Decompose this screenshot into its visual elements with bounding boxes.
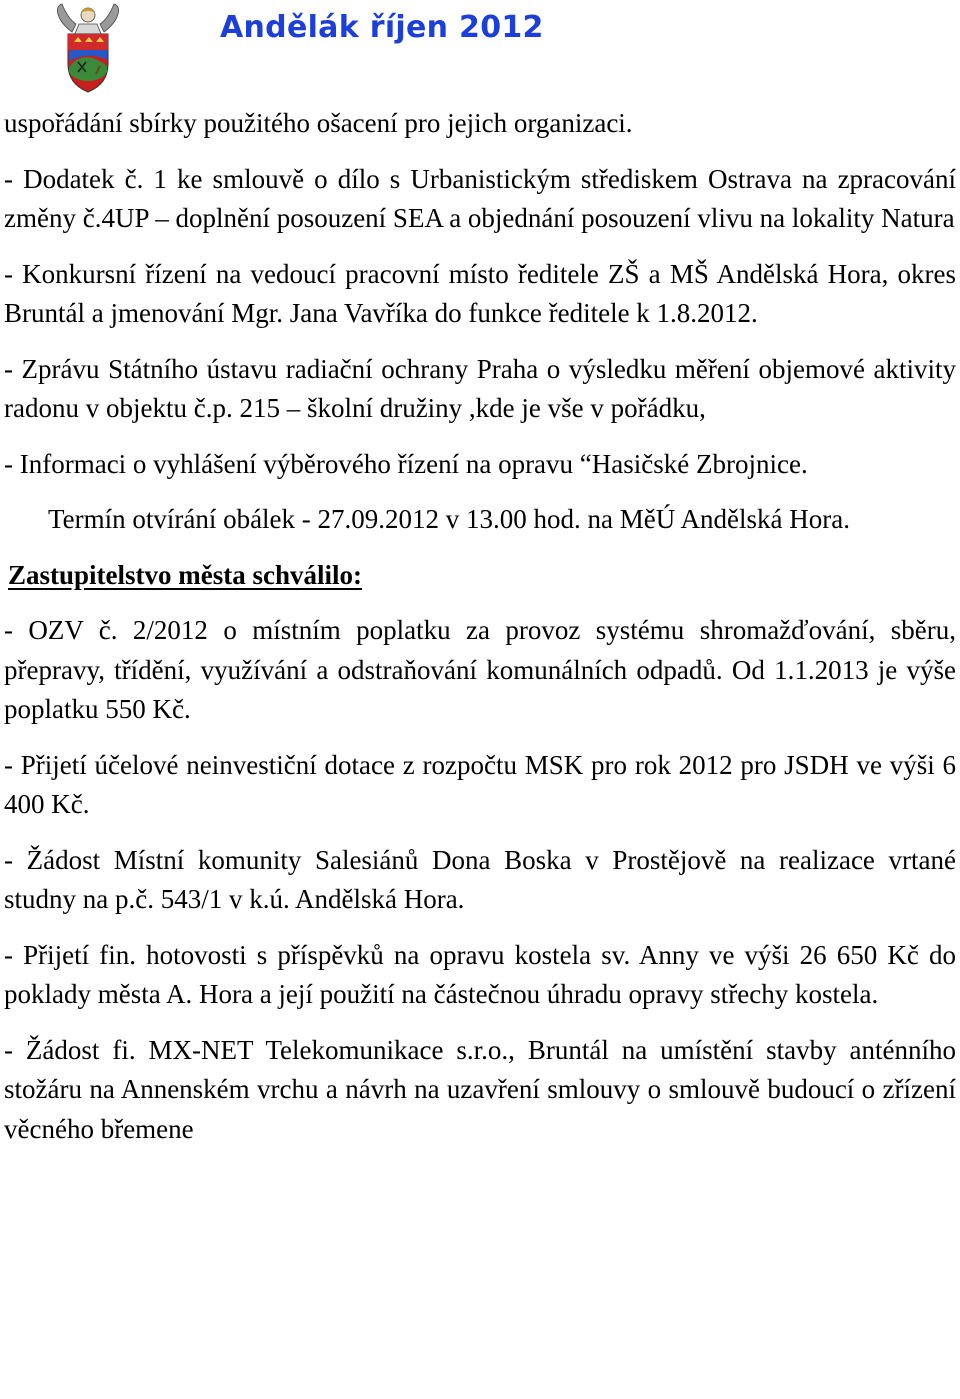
paragraph-5: - Informaci o vyhlášení výběrového řízení na opravu “Hasičské Zbrojnice. [4,448,808,479]
paragraph-2: - Dodatek č. 1 ke smlouvě o dílo s Urbanistickým střediskem Ostrava na zpracování změny č.4UP – doplnění posouzení SEA a objednání posouzení vlivu na lokality Natura [4,163,956,233]
page-title: Andělák říjen 2012 [220,10,544,45]
paragraph-10: - Žádost Místní komunity Salesiánů Dona Boska v Prostějově na realizace vrtané studny na p.č. 543/1 v k.ú. Andělská Hora. [4,844,956,914]
section-heading-wrapper [4,556,956,596]
page-header [0,0,960,100]
paragraph-8: - OZV č. 2/2012 o místním poplatku za provoz systému shromažďování, sběru, přepravy, třídění, využívání a odstraňování komunálních odpadů. Od 1.1.2013 je výše poplatku 550 Kč. [4,615,956,724]
paragraph-9: - Přijetí účelové neinvestiční dotace z rozpočtu MSK pro rok 2012 pro JSDH ve výši 6 400 Kč. [4,749,956,819]
paragraph-3: - Konkursní řízení na vedoucí pracovní místo ředitele ZŠ a MŠ Andělská Hora, okres Bruntál a jmenování Mgr. Jana Vavříka do funkce ředitele k 1.8.2012. [4,258,956,328]
section-heading: Zastupitelstvo města schválilo: [8,559,362,590]
document-body [4,104,956,1149]
paragraph-1: uspořádání sbírky použitého ošacení pro jejich organizaci. [4,108,633,138]
paragraph-6: Termín otvírání obálek - 27.09.2012 v 13.00 hod. na MěÚ Andělská Hora. [48,504,850,534]
town-crest-logo [52,2,124,96]
paragraph-12: - Žádost fi. MX-NET Telekomunikace s.r.o., Bruntál na umístění stavby anténního stožáru na Annenském vrchu a návrh na uzavření smlouvy o smlouvě budoucí o zřízení věcného břemene [4,1034,956,1144]
paragraph-4: - Zprávu Státního ústavu radiační ochrany Praha o výsledku měření objemové aktivity radonu v objektu č.p. 215 – školní družiny ,kde je vše v pořádku, [4,353,956,423]
paragraph-11: - Přijetí fin. hotovosti s příspěvků na opravu kostela sv. Anny ve výši 26 650 Kč do poklady města A. Hora a její použití na částečnou úhradu opravy střechy kostela. [4,939,956,1009]
